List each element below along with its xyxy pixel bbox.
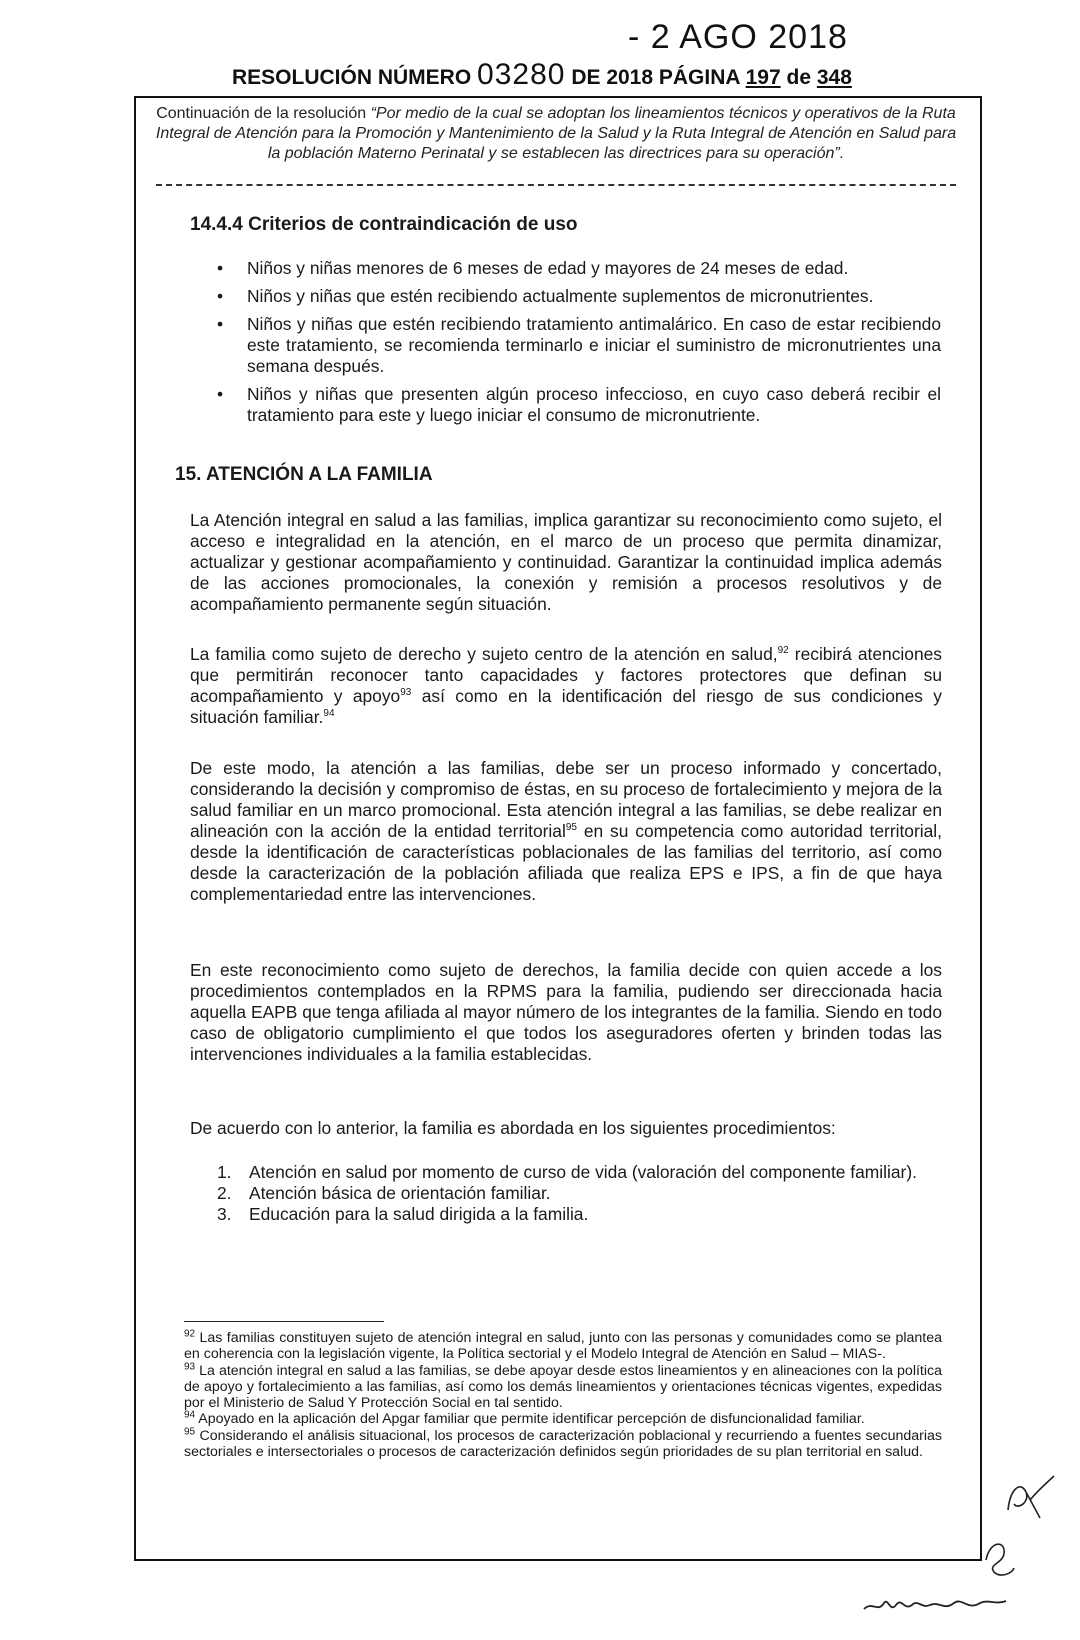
initials-mark xyxy=(1000,1470,1060,1530)
text-run: recibirá atenciones que permitirán reconocer tanto capacidades y factores protectores que definan su acompañamiento y apoyo xyxy=(190,644,942,706)
footnote-ref: 94 xyxy=(323,708,335,720)
footnote-number: 95 xyxy=(184,1426,196,1438)
text-run: La familia como sujeto de derecho y sujeto centro de la atención en salud, xyxy=(190,644,778,664)
list-item xyxy=(217,1183,941,1204)
footnote-ref: 95 xyxy=(565,822,577,834)
footnote-text: Las familias constituyen sujeto de atención integral en salud, junto con las personas y comunidades como se plantea en coherencia con la legislación vigente, la Política sectorial y el Modelo Integral de Atención en Salud – MIAS-. xyxy=(184,1330,942,1363)
resolution-header xyxy=(232,58,852,92)
list-number: 1. xyxy=(217,1162,232,1182)
list-text: Atención en salud por momento de curso de vida (valoración del componente familiar). xyxy=(249,1162,917,1182)
procedures-list-wrap xyxy=(217,1162,941,1225)
list-item xyxy=(217,1162,941,1183)
list-item: • Niños y niñas que presenten algún proceso infeccioso, en cuyo caso deberá recibir el tratamiento para este y luego iniciar el consumo de micronutriente. xyxy=(247,384,941,426)
footnote-number: 94 xyxy=(184,1409,196,1421)
contraindication-list xyxy=(247,258,941,426)
footnote-number: 92 xyxy=(184,1328,196,1340)
footnote xyxy=(184,1411,942,1427)
list-item: • Niños y niñas que estén recibiendo tratamiento antimalárico. En caso de estar recibiendo este tratamiento, se recomienda terminarlo e iniciar el suministro de micronutrientes una semana después. xyxy=(247,314,941,377)
list-item: • Niños y niñas menores de 6 meses de edad y mayores de 24 meses de edad. xyxy=(247,258,941,279)
footnote xyxy=(184,1428,942,1461)
footnote-divider xyxy=(184,1321,384,1322)
section-15-p1 xyxy=(190,510,942,615)
footnote-ref: 93 xyxy=(400,687,412,699)
text-run: De este modo, la atención a las familias, debe ser un proceso informado y concertado, considerando la decisión y compromiso de éstas, en su proceso de fortalecimiento y mejora de la salud familiar en un marco promocional. Esta atención integral a las familias, se debe realizar en alineación con la acción de la entidad territorial xyxy=(190,758,942,841)
page-total: 348 xyxy=(816,66,852,89)
dashed-divider xyxy=(156,184,956,186)
signature xyxy=(860,1585,1010,1621)
date-stamp: - 2 AGO 2018 xyxy=(628,18,848,56)
page-number: 197 xyxy=(745,66,781,89)
page-de: de xyxy=(786,66,812,89)
procedures-list xyxy=(217,1162,941,1225)
continuation-note xyxy=(148,104,964,164)
section-heading-15: 15. ATENCIÓN A LA FAMILIA xyxy=(175,464,433,485)
footnote-text: La atención integral en salud a las familias, se debe apoyar desde estos lineamientos y en alineaciones con la política de apoyo y fortalecimiento a las familias, así como los demás lineamientos y orientaciones técnicas vigentes, expedidas por el Ministerio de Salud Y Protección Social en tal sentido. xyxy=(184,1362,942,1412)
paragraph xyxy=(190,644,942,728)
paragraph: De acuerdo con lo anterior, la familia es abordada en los siguientes procedimientos: xyxy=(190,1118,836,1138)
footnote-number: 93 xyxy=(184,1360,196,1372)
resolution-label: RESOLUCIÓN NÚMERO xyxy=(232,66,472,89)
resolution-number: 03280 xyxy=(477,58,566,91)
list-number: 2. xyxy=(217,1183,232,1203)
section-15-p5 xyxy=(190,1118,942,1139)
list-text: Atención básica de orientación familiar. xyxy=(249,1183,551,1203)
corner-mark xyxy=(980,1530,1020,1580)
text-run: en su competencia como autoridad territorial, desde la identificación de características poblacionales de las familias del territorio, así como desde la caracterización de la población afiliada que realiza EPS e IPS, a fin de que haya complementariedad entre las intervenciones. xyxy=(190,821,942,904)
footnote xyxy=(184,1360,942,1412)
resolution-year: DE 2018 PÁGINA xyxy=(571,66,740,89)
paragraph: La Atención integral en salud a las familias, implica garantizar su reconocimiento como sujeto, el acceso e integralidad en la atención, en el marco de un proceso que permita dinamizar, actualizar y gestionar acompañamiento y continuidad. Garantizar la continuidad implica además de las acciones promocionales, la conexión y remisión a procesos resolutivos y de acompañamiento permanente según situación. xyxy=(190,510,942,614)
list-number: 3. xyxy=(217,1204,232,1224)
section-15-p3 xyxy=(190,758,942,905)
list-item: • Niños y niñas que estén recibiendo actualmente suplementos de micronutrientes. xyxy=(247,286,941,307)
text-run: así como en la identificación del riesgo de sus condiciones y situación familiar. xyxy=(190,686,942,727)
continuation-title: “Por medio de la cual se adoptan los lineamientos técnicos y operativos de la Ruta Integral de Atención para la Promoción y Mantenimiento de la Salud y la Ruta Integral de Atención en Salud para la población Materno Perinatal y se establecen las directrices para su operación”. xyxy=(155,105,957,162)
paragraph xyxy=(190,758,942,905)
footnote-ref: 92 xyxy=(777,645,789,657)
paragraph: En este reconocimiento como sujeto de derechos, la familia decide con quien accede a los procedimientos contemplados en la RPMS para la familia, pudiendo ser direccionada hacia aquella EAPB que tenga afiliada al mayor número de los integrantes de la familia. Siendo en todo caso de obligatorio cumplimiento el que todos los aseguradores oferten y brinden todas las intervenciones individuales a la familia establecidas. xyxy=(190,960,942,1064)
footnote-text: Apoyado en la aplicación del Apgar familiar que permite identificar percepción de disfuncionalidad familiar. xyxy=(195,1411,865,1428)
list-item xyxy=(217,1204,941,1225)
list-text: Educación para la salud dirigida a la familia. xyxy=(249,1204,589,1224)
footnote-text: Considerando el análisis situacional, los procesos de caracterización poblacional y recurriendo a fuentes secundarias sectoriales e intersectoriales o procesos de caracterización definidos según prioridades de su plan territorial en salud. xyxy=(184,1427,942,1461)
footnote xyxy=(184,1330,942,1363)
section-heading-14-4-4: 14.4.4 Criterios de contraindicación de uso xyxy=(190,214,578,235)
section-15-p4 xyxy=(190,960,942,1065)
contraindication-list-wrap xyxy=(247,258,941,433)
footnotes xyxy=(184,1330,942,1460)
continuation-prefix: Continuación de la resolución xyxy=(156,105,371,122)
section-15-p2 xyxy=(190,644,942,728)
